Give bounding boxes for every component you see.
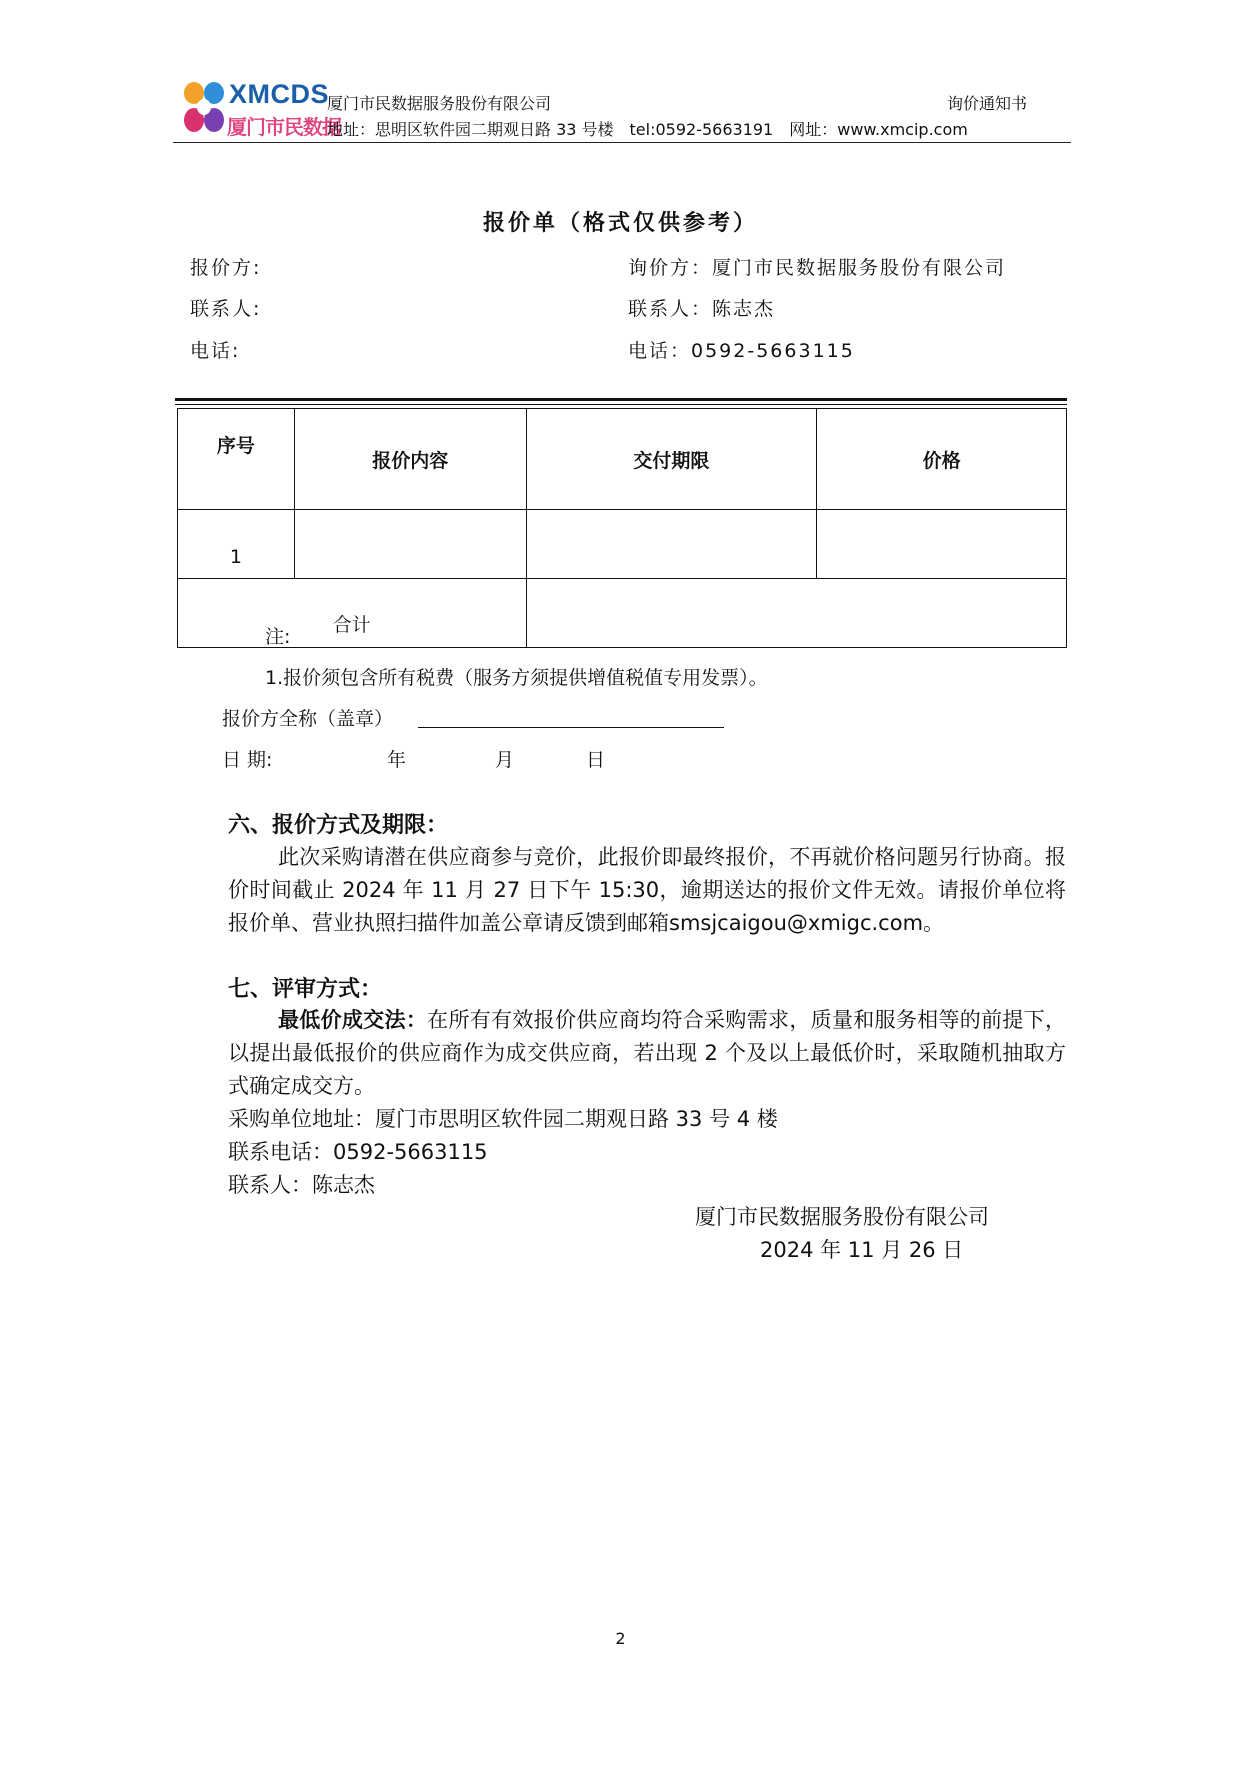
- company-logo: [183, 76, 341, 139]
- header-address: 地址：思明区软件园二期观日路 33 号楼 tel:0592-5663191 网址：www.xmcip.com: [327, 120, 968, 139]
- signature-company: 厦门市民数据服务股份有限公司: [695, 1205, 989, 1229]
- logo-x-icon: [183, 80, 225, 134]
- logo-text-en: XMCDS: [229, 79, 330, 109]
- signer-label: 报价方全称（盖章）: [222, 708, 394, 730]
- cell-no: 1: [178, 510, 295, 579]
- page-number: 2: [615, 1629, 626, 1648]
- quote-table: [177, 408, 1067, 648]
- total-value: [526, 579, 1066, 648]
- method-label: 最低价成交法：: [278, 1008, 428, 1032]
- note-label: 注:: [265, 626, 291, 648]
- inquirer-phone: 电话：0592-5663115: [628, 340, 855, 362]
- table-row: [178, 510, 1067, 579]
- date-year: 年: [387, 749, 407, 771]
- table-header-row: [178, 409, 1067, 510]
- col-header-deadline: 交付期限: [526, 409, 817, 510]
- table-top-rule-thin: [175, 404, 1067, 405]
- purchaser-phone: 联系电话：0592-5663115: [228, 1140, 488, 1164]
- section-7-title: 七、评审方式：: [228, 977, 383, 1002]
- header-divider: [173, 142, 1071, 143]
- cell-content: [294, 510, 526, 579]
- date-month: 月: [495, 749, 515, 771]
- logo-text-cn: 厦门市民数据: [227, 115, 341, 139]
- cell-price: [817, 510, 1067, 579]
- header-company-name: 厦门市民数据服务股份有限公司: [327, 94, 552, 113]
- signature-date: 2024 年 11 月 26 日: [760, 1238, 964, 1262]
- table-top-rule-thick: [175, 398, 1067, 401]
- inquirer-contact: 联系人：陈志杰: [628, 298, 776, 320]
- inquirer-name: 询价方：厦门市民数据服务股份有限公司: [628, 257, 1007, 279]
- purchaser-address: 采购单位地址：厦门市思明区软件园二期观日路 33 号 4 楼: [228, 1107, 778, 1131]
- col-header-no: 序号: [178, 409, 295, 510]
- col-header-content: 报价内容: [294, 409, 526, 510]
- signature-line: [418, 727, 724, 728]
- date-day: 日: [586, 749, 606, 771]
- header-doc-type: 询价通知书: [947, 94, 1028, 113]
- quoter-label: 报价方:: [190, 257, 262, 279]
- quoter-contact-label: 联系人:: [190, 298, 262, 320]
- note-item-1: 1.报价须包含所有税费（服务方须提供增值税值专用发票）。: [265, 667, 768, 689]
- cell-deadline: [526, 510, 817, 579]
- table-total-row: [178, 579, 1067, 648]
- section-7-method: [228, 1004, 1066, 1103]
- section-6-text: 此次采购请潜在供应商参与竞价，此报价即最终报价，不再就价格问题另行协商。报价时间截止 2024 年 11 月 27 日下午 15:30，逾期送达的报价文件无效。请报价单位将报价单、营业执照扫描件加盖公章请反馈到邮箱smsjcaigou@xmigc.com。: [228, 845, 1066, 935]
- method-text: 在所有有效报价供应商均符合采购需求，质量和服务相等的前提下，以提出最低报价的供应商作为成交供应商，若出现 2 个及以上最低价时，采取随机抽取方式确定成交方。: [228, 1008, 1066, 1098]
- col-header-price: 价格: [817, 409, 1067, 510]
- section-6-title: 六、报价方式及期限：: [228, 813, 449, 838]
- page-title: 报价单（格式仅供参考）: [482, 211, 758, 236]
- quoter-phone-label: 电话:: [190, 340, 241, 362]
- total-label: 合计: [178, 579, 527, 648]
- date-label: 日 期:: [222, 749, 273, 771]
- purchaser-contact: 联系人：陈志杰: [228, 1173, 375, 1197]
